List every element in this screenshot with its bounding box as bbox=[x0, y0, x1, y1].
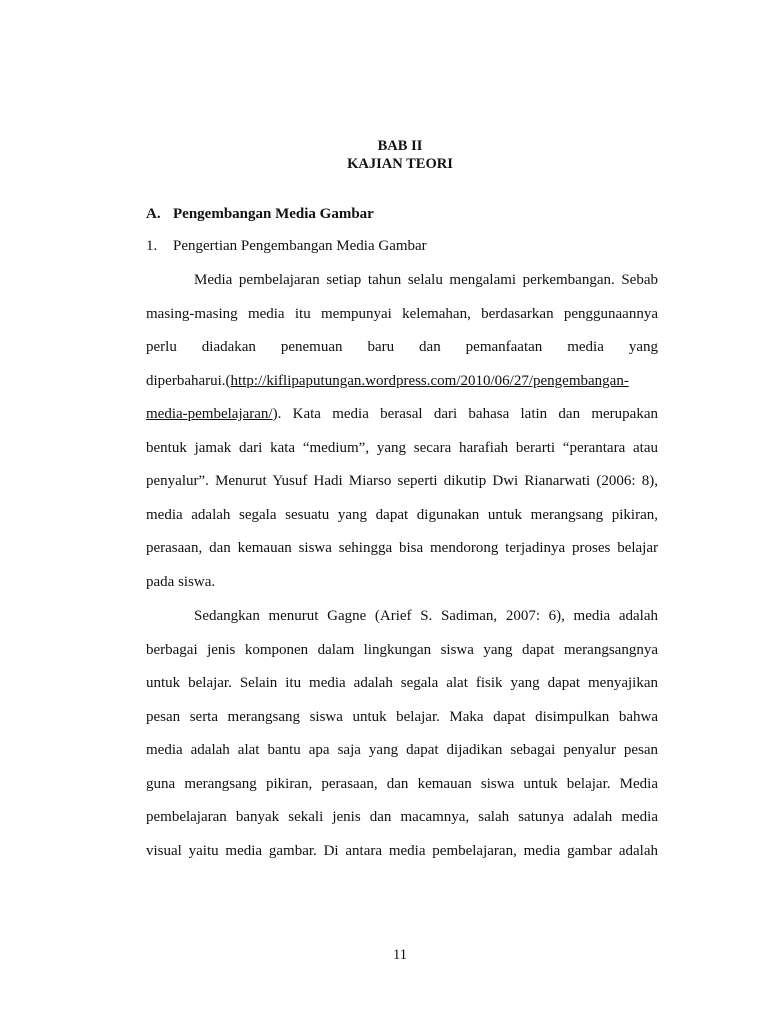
subsection-marker: 1. bbox=[146, 238, 158, 254]
paragraph-line: untuk belajar. Selain itu media adalah segala alat fisik yang dapat menyajikan bbox=[146, 675, 658, 691]
paragraph-line: penyalur”. Menurut Yusuf Hadi Miarso seperti dikutip Dwi Rianarwati (2006: 8), bbox=[146, 473, 658, 489]
reference-link[interactable]: http://kiflipaputungan.wordpress.com/2010/06/27/pengembangan- bbox=[230, 372, 629, 389]
chapter-title: KAJIAN TEORI bbox=[347, 156, 453, 172]
reference-link-continued[interactable]: media-pembelajaran/ bbox=[146, 406, 273, 422]
section-title: Pengembangan Media Gambar bbox=[173, 206, 374, 222]
paragraph-line: bentuk jamak dari kata “medium”, yang secara harafiah berarti “perantara atau bbox=[146, 439, 658, 456]
paragraph-line: perasaan, dan kemauan siswa sehingga bisa mendorong terjadinya proses belajar bbox=[146, 540, 658, 556]
paragraph-line: pada siswa. bbox=[146, 573, 216, 590]
paragraph-line: visual yaitu media gambar. Di antara media pembelajaran, media gambar adalah bbox=[146, 842, 658, 859]
paragraph-line: perlu diadakan penemuan baru dan pemanfaatan media yang bbox=[146, 339, 658, 355]
text-segment: ). Kata media berasal dari bahasa latin dan merupakan bbox=[272, 406, 658, 422]
paragraph-line: pembelajaran banyak sekali jenis dan macamnya, salah satunya adalah media bbox=[146, 809, 658, 825]
paragraph-line: Sedangkan menurut Gagne (Arief S. Sadiman, 2007: 6), media adalah bbox=[194, 608, 658, 624]
section-heading bbox=[146, 204, 374, 224]
page-number: 11 bbox=[393, 947, 407, 963]
paragraph-line: pesan serta merangsang siswa untuk belajar. Maka dapat disimpulkan bahwa bbox=[146, 708, 658, 725]
text-segment: diperbaharui.( bbox=[146, 372, 231, 389]
chapter-number: BAB II bbox=[377, 138, 423, 154]
paragraph-line-with-link bbox=[146, 398, 658, 432]
paragraph-line: media adalah segala sesuatu yang dapat digunakan untuk merangsang pikiran, bbox=[146, 506, 658, 523]
subsection-title: Pengertian Pengembangan Media Gambar bbox=[173, 238, 427, 254]
paragraph-line: masing-masing media itu mempunyai kelemahan, berdasarkan penggunaannya bbox=[146, 305, 658, 322]
paragraph-1 bbox=[146, 264, 658, 599]
paragraph-line: guna merangsang pikiran, perasaan, dan kemauan siswa untuk belajar. Media bbox=[146, 775, 658, 792]
paragraph-line: Media pembelajaran setiap tahun selalu mengalami perkembangan. Sebab bbox=[194, 272, 658, 288]
paragraph-line: media adalah alat bantu apa saja yang dapat dijadikan sebagai penyalur pesan bbox=[146, 742, 658, 758]
paragraph-line: berbagai jenis komponen dalam lingkungan siswa yang dapat merangsangnya bbox=[146, 641, 658, 658]
paragraph-line-with-link bbox=[146, 365, 658, 399]
paragraph-2 bbox=[146, 600, 658, 868]
section-marker: A. bbox=[146, 206, 161, 222]
subsection-heading bbox=[146, 236, 427, 256]
